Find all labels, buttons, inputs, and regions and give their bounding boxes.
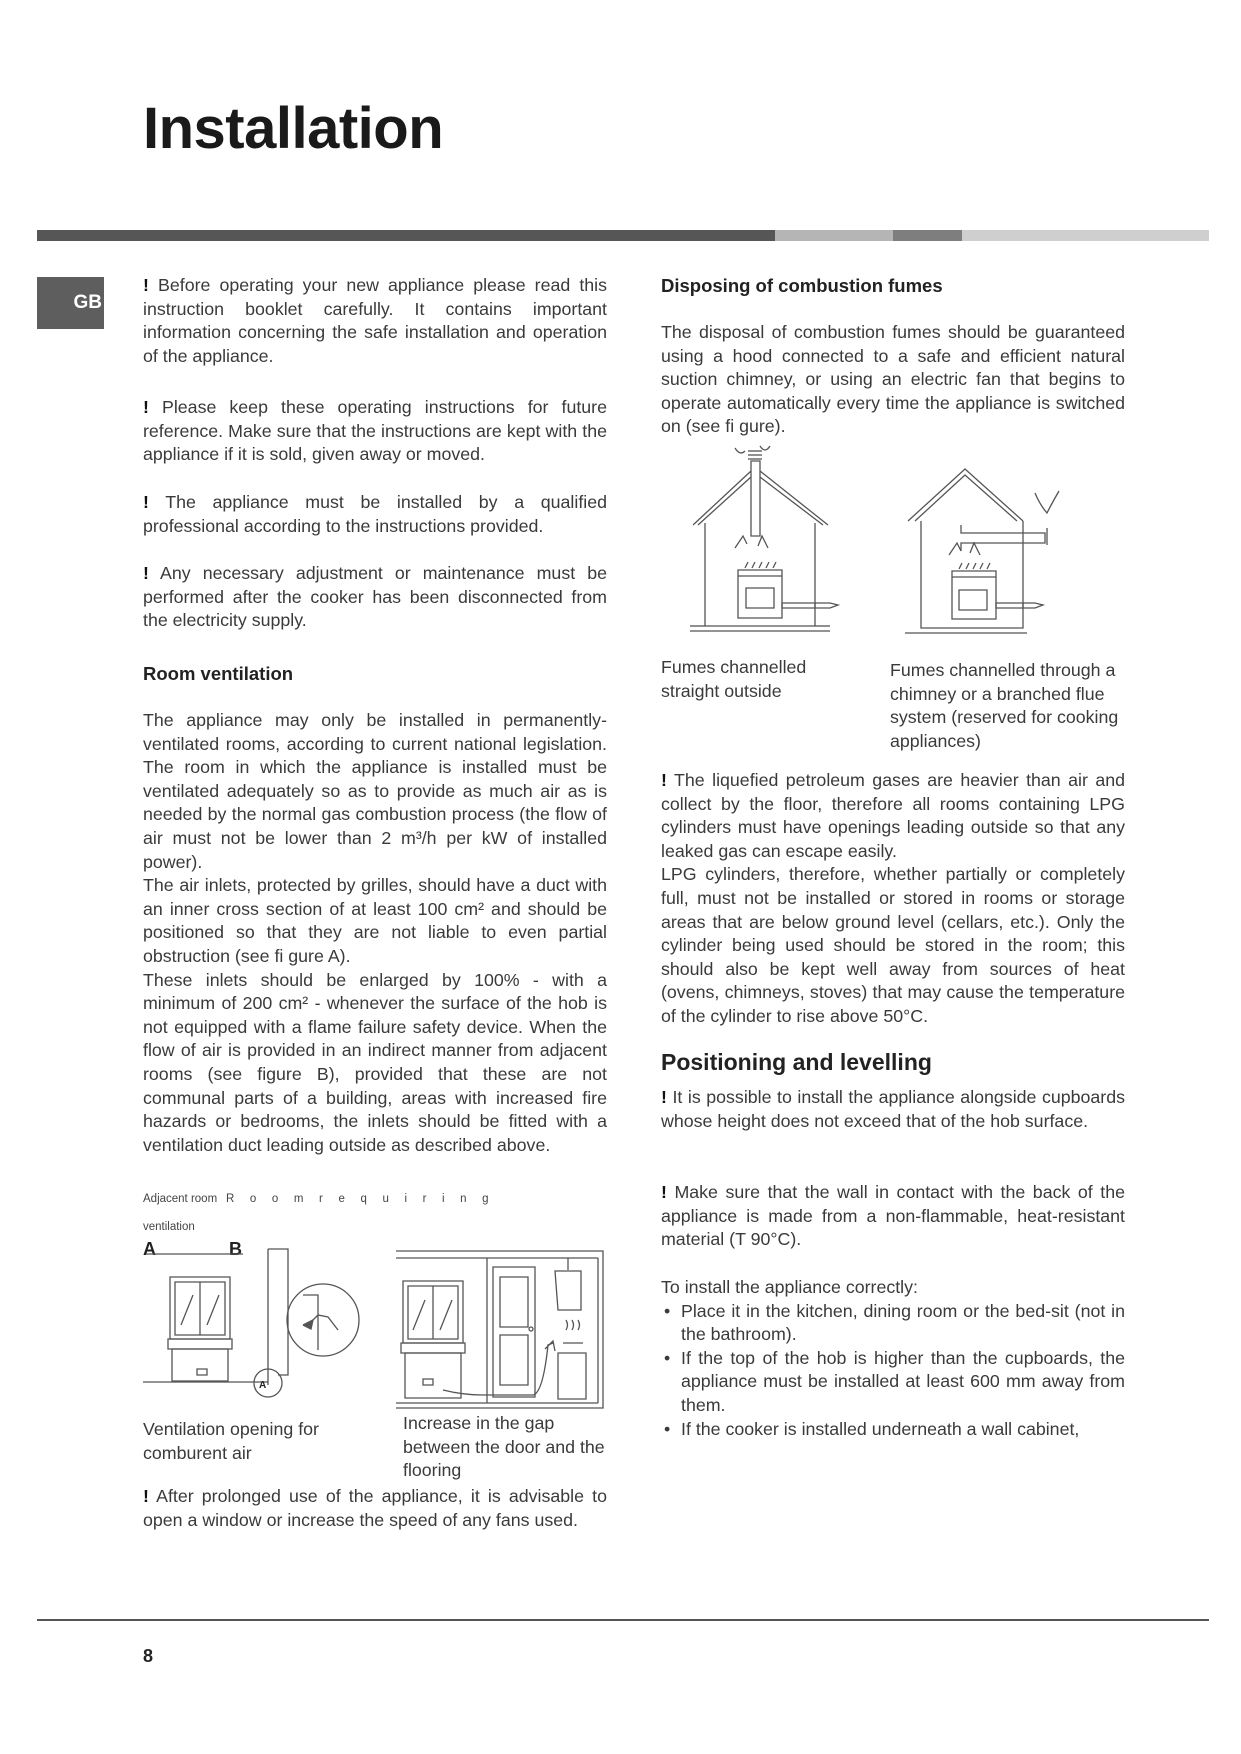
exclamation-icon: ! [661, 770, 667, 790]
header-rule-light [775, 230, 893, 241]
figure-a-label: A [143, 1239, 156, 1259]
positioning-text-1: It is possible to install the appliance alongside cupboards whose height does not exceed that of the hob surface. [661, 1087, 1125, 1131]
header-rule-light-end [962, 230, 1209, 241]
warning-prolonged-use [143, 1485, 607, 1532]
room-ventilation-text-2: The air inlets, protected by grilles, should have a duct with an inner cross section of at least 100 cm² and should be positioned so that they are not liable to even partial obstruction (see fi gure A). [143, 875, 607, 966]
room-ventilation-text-1: The appliance may only be installed in permanently-ventilated rooms, according to current national legislation. The room in which the appliance is installed must be ventilated adequately so as to provide as much air as is needed by the normal gas combustion process (the flow of air must not be lower than 2 m³/h per kW of installed power). [143, 710, 607, 872]
warning-text: The appliance must be installed by a qualified professional according to the instructions provided. [143, 492, 607, 536]
warning-read-booklet [143, 274, 607, 368]
list-item: • If the top of the hob is higher than the cupboards, the appliance must be installed at least 600 mm away from them. [661, 1347, 1125, 1418]
positioning-heading: Positioning and levelling [661, 1049, 932, 1075]
lpg-text-1: The liquefied petroleum gases are heavier than air and collect by the floor, therefore all rooms containing LPG cylinders must have openings leading outside so that any leaked gas can escape easily. [661, 770, 1125, 861]
language-tab: GB [37, 277, 104, 329]
list-item: • Place it in the kitchen, dining room or the bed-sit (not in the bathroom). [661, 1300, 1125, 1347]
combustion-fumes-heading: Disposing of combustion fumes [661, 275, 943, 296]
combustion-fumes-text: The disposal of combustion fumes should be guaranteed using a hood connected to a safe and efficient natural suction chimney, or using an electric fan that begins to operate automatically every time the appliance is switched on (see fi gure). [661, 322, 1125, 437]
fumes-chimney-illustration [905, 463, 1075, 648]
room-ventilation-heading: Room ventilation [143, 663, 294, 684]
warning-qualified-installer [143, 491, 607, 538]
exclamation-icon: ! [143, 397, 149, 417]
warning-text: Before operating your new appliance please read this instruction booklet carefully. It contains important information concerning the safe installation and operation of the appliance. [143, 275, 607, 366]
exclamation-icon: ! [143, 275, 149, 295]
install-intro: To install the appliance correctly: [661, 1277, 918, 1297]
lpg-text-2: LPG cylinders, therefore, whether partially or completely full, must not be installed or stored in rooms or storage areas that are below ground level (cellars, etc.). Only the cylinder being used should be stored in the room; this should also be kept well away from sources of heat (ovens, chimneys, stoves) that may cause the temperature of the cylinder to rise above 50°C. [661, 864, 1125, 1026]
figure-a-small-label: A [259, 1380, 267, 1391]
figure-label-ventilation: ventilation [143, 1221, 195, 1233]
install-bullet-list [661, 1300, 1125, 1442]
figure-b-ventilation-illustration [393, 1245, 606, 1410]
room-ventilation-body [143, 709, 607, 1157]
exclamation-icon: ! [143, 492, 149, 512]
room-ventilation-text-3: These inlets should be enlarged by 100% - with a minimum of 200 cm² - whenever the surface of the hob is not equipped with a flame failure safety device. When the flow of air is provided in an indirect manner from adjacent rooms (see figure B), provided that these are not communal parts of a building, areas with increased fire hazards or bedrooms, the inlets should be fitted with a ventilation duct leading outside as described above. [143, 969, 607, 1155]
exclamation-icon: ! [143, 1486, 149, 1506]
figure-a-ventilation-illustration [143, 1245, 375, 1405]
exclamation-icon: ! [661, 1087, 667, 1107]
positioning-cupboards [661, 1086, 1125, 1133]
figure-b-label: B [229, 1239, 242, 1259]
warning-text: Please keep these operating instructions for future reference. Make sure that the instructions are kept with the appliance if it is sold, given away or moved. [143, 397, 607, 465]
exclamation-icon: ! [143, 563, 149, 583]
fumes-straight-outside-illustration [690, 443, 850, 648]
fumes-figure-1-caption: Fumes channelled straight outside [661, 657, 807, 701]
figure-a-caption: Ventilation opening for comburent air [143, 1419, 319, 1463]
page-title: Installation [143, 96, 444, 161]
exclamation-icon: ! [661, 1182, 667, 1202]
figure-label-room-requiring: R o o m r e q u i r i n g [226, 1193, 495, 1205]
figure-label-adjacent-room: Adjacent room [143, 1193, 218, 1205]
header-rule-dark [37, 230, 775, 241]
warning-keep-instructions [143, 396, 607, 467]
positioning-wall [661, 1181, 1125, 1252]
list-item: • If the cooker is installed underneath a wall cabinet, [661, 1418, 1125, 1442]
header-rule-mid [893, 230, 962, 241]
warning-text: Any necessary adjustment or maintenance must be performed after the cooker has been disconnected from the electricity supply. [143, 563, 607, 631]
install-instructions [661, 1276, 1125, 1441]
warning-text: After prolonged use of the appliance, it is advisable to open a window or increase the speed of any fans used. [143, 1486, 607, 1530]
fumes-figure-2-caption: Fumes channelled through a chimney or a branched flue system (reserved for cooking appliances) [890, 660, 1119, 751]
positioning-text-2: Make sure that the wall in contact with the back of the appliance is made from a non-flammable, heat-resistant material (T 90°C). [661, 1182, 1125, 1250]
footer-rule [37, 1619, 1209, 1621]
lpg-warning [661, 769, 1125, 1029]
warning-disconnect-electricity [143, 562, 607, 633]
figure-b-caption: Increase in the gap between the door and the flooring [403, 1413, 605, 1481]
page-number: 8 [143, 1646, 154, 1666]
